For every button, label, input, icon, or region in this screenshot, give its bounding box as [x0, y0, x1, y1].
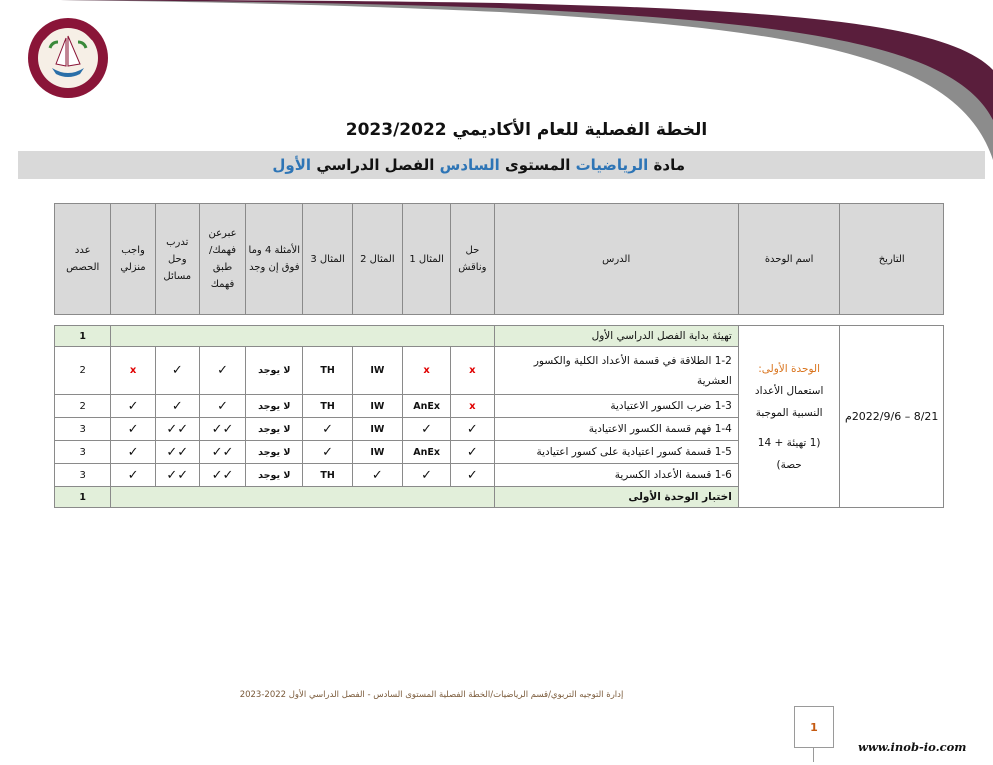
- example-1-cell: ✓: [403, 418, 451, 441]
- example-3-cell: TH: [303, 347, 352, 395]
- periods-cell: 3: [55, 441, 111, 464]
- example-4-cell: لا يوجد: [246, 418, 303, 441]
- header-example-2: المثال 2: [352, 204, 402, 315]
- page-title: الخطة الفصلية للعام الأكاديمي 2023/2022: [345, 120, 708, 140]
- express-cell: ✓: [199, 347, 245, 395]
- example-4-cell: لا يوجد: [246, 347, 303, 395]
- periods-cell: 1: [55, 326, 111, 347]
- lesson-cell: 1-2 الطلاقة في قسمة الأعداد الكلية والكسور العشرية: [494, 347, 738, 395]
- semester-plan-table: [54, 203, 944, 508]
- example-1-cell: x: [403, 347, 451, 395]
- example-3-cell: ✓: [303, 441, 352, 464]
- example-4-cell: لا يوجد: [246, 395, 303, 418]
- example-1-cell: AnEx: [403, 441, 451, 464]
- example-3-cell: TH: [303, 395, 352, 418]
- express-cell: ✓✓: [199, 464, 245, 487]
- express-cell: ✓✓: [199, 418, 245, 441]
- solve-cell: ✓: [451, 464, 494, 487]
- unit-cell: [738, 326, 840, 508]
- lesson-cell: اختبار الوحدة الأولى: [494, 487, 738, 508]
- homework-cell: ✓: [111, 464, 155, 487]
- table-header-row: [55, 204, 944, 315]
- semester-name: الأول: [272, 156, 312, 174]
- example-4-cell: لا يوجد: [246, 441, 303, 464]
- header-example-1: المثال 1: [403, 204, 451, 315]
- table-spacer-row: [55, 315, 944, 326]
- header-date: التاريخ: [840, 204, 944, 315]
- header-example-3: المثال 3: [303, 204, 352, 315]
- unit-line-1: استعمال الأعداد: [754, 384, 824, 397]
- merged-empty-cell: [111, 487, 494, 508]
- site-watermark: www.inob-io.com: [858, 740, 967, 754]
- header-practice: تدرب وحل مسائل: [155, 204, 199, 315]
- subject-bar: [18, 151, 985, 179]
- express-cell: ✓: [199, 395, 245, 418]
- periods-cell: 3: [55, 418, 111, 441]
- periods-cell: 2: [55, 347, 111, 395]
- lesson-cell: 1-3 ضرب الكسور الاعتيادية: [494, 395, 738, 418]
- periods-cell: 2: [55, 395, 111, 418]
- example-3-cell: ✓: [303, 418, 352, 441]
- level-name: السادس: [439, 156, 500, 174]
- lesson-cell: تهيئة بداية الفصل الدراسي الأول: [494, 326, 738, 347]
- example-3-cell: TH: [303, 464, 352, 487]
- solve-cell: ✓: [451, 418, 494, 441]
- example-1-cell: ✓: [403, 464, 451, 487]
- example-2-cell: IW: [352, 395, 402, 418]
- lesson-cell: 1-4 فهم قسمة الكسور الاعتيادية: [494, 418, 738, 441]
- logo-lettering: [22, 8, 114, 103]
- header-lesson: الدرس: [494, 204, 738, 315]
- page-number-tick: [813, 748, 814, 762]
- date-cell: 8/21 – 2022/9/6م: [840, 326, 944, 508]
- homework-cell: x: [111, 347, 155, 395]
- unit-line-3: (1 تهيئة + 14: [757, 436, 821, 449]
- solve-cell: x: [451, 395, 494, 418]
- unit-name: الوحدة الأولى:: [758, 362, 821, 375]
- example-2-cell: IW: [352, 347, 402, 395]
- qatar-emblem-logo: [22, 8, 114, 103]
- lesson-cell: 1-6 قسمة الأعداد الكسرية: [494, 464, 738, 487]
- header-unit: اسم الوحدة: [738, 204, 840, 315]
- example-2-cell: ✓: [352, 464, 402, 487]
- solve-cell: ✓: [451, 441, 494, 464]
- header-solve-discuss: حل وناقش: [451, 204, 494, 315]
- lesson-cell: 1-5 قسمة كسور اعتيادية على كسور اعتيادية: [494, 441, 738, 464]
- unit-line-4: حصة): [776, 458, 802, 471]
- express-cell: ✓✓: [199, 441, 245, 464]
- subject-name: الرياضيات: [575, 156, 649, 174]
- practice-cell: ✓: [155, 395, 199, 418]
- periods-cell: 1: [55, 487, 111, 508]
- table-row-intro: [55, 326, 944, 347]
- example-1-cell: AnEx: [403, 395, 451, 418]
- practice-cell: ✓✓: [155, 418, 199, 441]
- header-example-4-plus: الأمثلة 4 وما فوق إن وجد: [246, 204, 303, 315]
- page-number: 1: [794, 706, 834, 748]
- unit-line-2: النسبية الموجبة: [755, 406, 823, 419]
- homework-cell: ✓: [111, 395, 155, 418]
- semester-label: الفصل الدراسي: [316, 156, 435, 174]
- homework-cell: ✓: [111, 441, 155, 464]
- merged-empty-cell: [111, 326, 494, 347]
- practice-cell: ✓: [155, 347, 199, 395]
- footer-text: إدارة التوجيه التربوي/قسم الرياضيات/الخطة الفصلية المستوى السادس - الفصل الدراسي الأول 2022-2023: [239, 690, 624, 700]
- periods-cell: 3: [55, 464, 111, 487]
- level-label: المستوى: [504, 156, 571, 174]
- subject-label: مادة: [653, 156, 685, 174]
- example-2-cell: IW: [352, 418, 402, 441]
- header-homework: واجب منزلي: [111, 204, 155, 315]
- practice-cell: ✓✓: [155, 441, 199, 464]
- homework-cell: ✓: [111, 418, 155, 441]
- header-express-apply: عبرعن فهمك/ طبق فهمك: [199, 204, 245, 315]
- example-4-cell: لا يوجد: [246, 464, 303, 487]
- solve-cell: x: [451, 347, 494, 395]
- practice-cell: ✓✓: [155, 464, 199, 487]
- example-2-cell: IW: [352, 441, 402, 464]
- header-periods: عدد الحصص: [55, 204, 111, 315]
